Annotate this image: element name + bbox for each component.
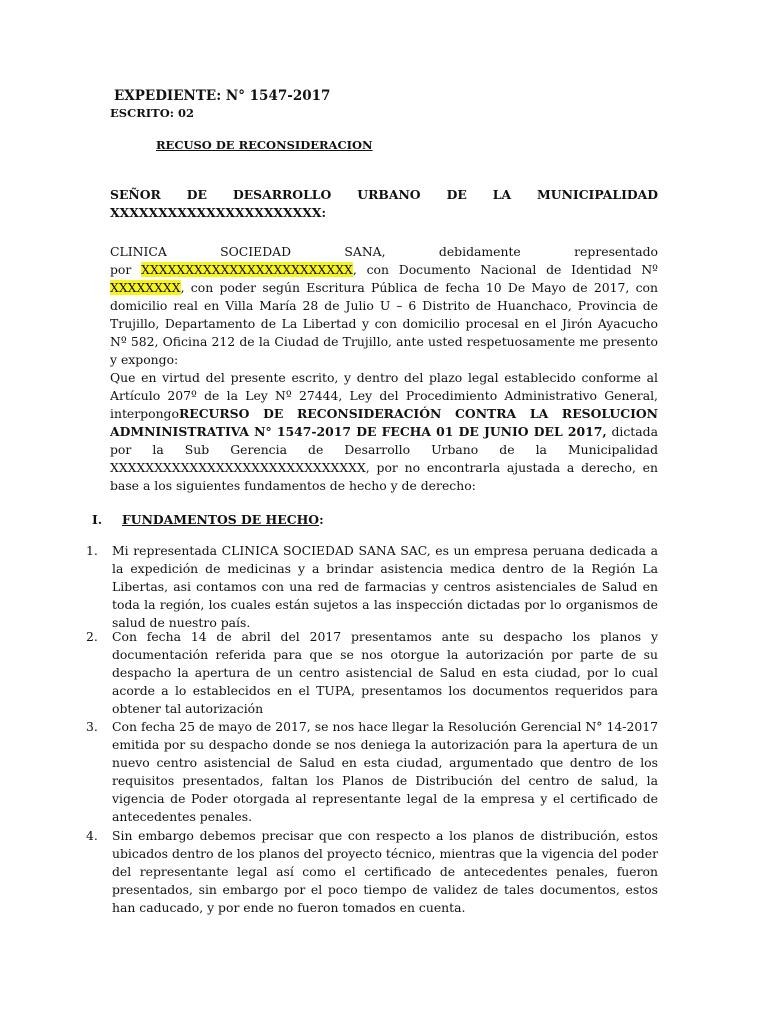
list-item-number: 4. <box>86 828 98 843</box>
section-title: FUNDAMENTOS DE HECHO <box>122 512 320 527</box>
list-item <box>86 718 658 826</box>
list-item <box>86 542 658 632</box>
intro-paragraph <box>110 261 658 369</box>
section-heading <box>122 511 324 529</box>
list-item-text: Con fecha 14 de abril del 2017 presentamos ante su despacho los planos y documentación referida para que se nos otorgue la autorización por parte de su despacho la apertura de un centro asistencial de Salud en esta ciudad, por lo cual acorde a lo establecidos en el TUPA, presentamos los documentos requeridos para obtener tal autorización <box>112 629 658 716</box>
document-subject: RECUSO DE RECONSIDERACION <box>156 138 373 152</box>
request-paragraph <box>110 369 658 495</box>
representative-name-redacted: XXXXXXXXXXXXXXXXXXXXXXXX <box>141 262 353 277</box>
request-part-2: dictada por la Sub Gerencia de Desarrollo Urbano de la Municipalidad XXXXXXXXXXXXXXXXXXXXXXXXXXXXX, por no encontrarla ajustada a derecho, en base a los siguientes fundamentos de hecho y de derecho: <box>110 424 658 493</box>
request-part-1: Que en virtud del presente escrito, y dentro del plazo legal establecido conforme al Artículo 207º de la Ley Nº 27444, Ley del Procedimiento Administrativo General, interpongo <box>110 370 658 421</box>
addressee-line-1: SEÑOR DE DESARROLLO URBANO DE LA MUNICIPALIDAD <box>110 187 658 202</box>
intro-dni-text: , con Documento Nacional de Identidad Nº <box>352 262 658 277</box>
intro-rest: , con poder según Escritura Pública de fecha 10 De Mayo de 2017, con domicilio real en Villa María 28 de Julio U – 6 Distrito de Huanchaco, Provincia de Trujillo, Departamento de La Libertad y con domicilio procesal en el Jirón Ayacucho Nº 582, Oficina 212 de la Ciudad de Trujillo, ante usted respetuosamente me presento y expongo: <box>110 280 658 367</box>
list-item-number: 1. <box>86 543 98 558</box>
section-colon: : <box>319 512 324 527</box>
list-item-number: 3. <box>86 719 98 734</box>
section-numeral: I. <box>92 512 103 527</box>
intro-first-line: CLINICA SOCIEDAD SANA, debidamente representado <box>110 244 658 259</box>
list-item <box>86 628 658 718</box>
list-item-text: Mi representada CLINICA SOCIEDAD SANA SAC, es un empresa peruana dedicada a la expedición de medicinas y a brindar asistencia medica dentro de la Región La Libertas, asi contamos con una red de farmacias y centros asistenciales de Salud en toda la región, los cuales están sujetos a las inspección dictadas por lo organismos de salud de nuestro país. <box>112 543 658 630</box>
dni-number-redacted: XXXXXXXX <box>110 280 181 295</box>
request-bold: RECURSO DE RECONSIDERACIÓN CONTRA LA RESOLUCION ADMNINISTRATIVA N° 1547-2017 DE FECHA 01 DE JUNIO DEL 2017, <box>110 406 658 439</box>
expediente-number: EXPEDIENTE: N° 1547-2017 <box>114 88 331 104</box>
list-item-number: 2. <box>86 629 98 644</box>
list-item-text: Con fecha 25 de mayo de 2017, se nos hace llegar la Resolución Gerencial N° 14-2017 emitida por su despacho donde se nos deniega la autorización para la apertura de un nuevo centro asistencial de Salud en esta ciudad, argumentado que dentro de los requisitos presentados, faltan los Planos de Distribución del centro de salud, la vigencia de Poder otorgada al representante legal de la empresa y el certificado de antecedentes penales. <box>112 719 658 824</box>
intro-por: por <box>110 262 142 277</box>
list-item <box>86 827 658 917</box>
list-item-text: Sin embargo debemos precisar que con respecto a los planos de distribución, estos ubicados dentro de los planos del proyecto técnico, mientras que la vigencia del poder del representante legal así como el certificado de antecedentes penales, fueron presentados, sin embargo por el poco tiempo de validez de tales documentos, estos han caducado, y por ende no fueron tomados en cuenta. <box>112 828 658 915</box>
addressee-line-2: XXXXXXXXXXXXXXXXXXXXXX: <box>110 205 327 220</box>
escrito-number: ESCRITO: 02 <box>110 106 194 120</box>
